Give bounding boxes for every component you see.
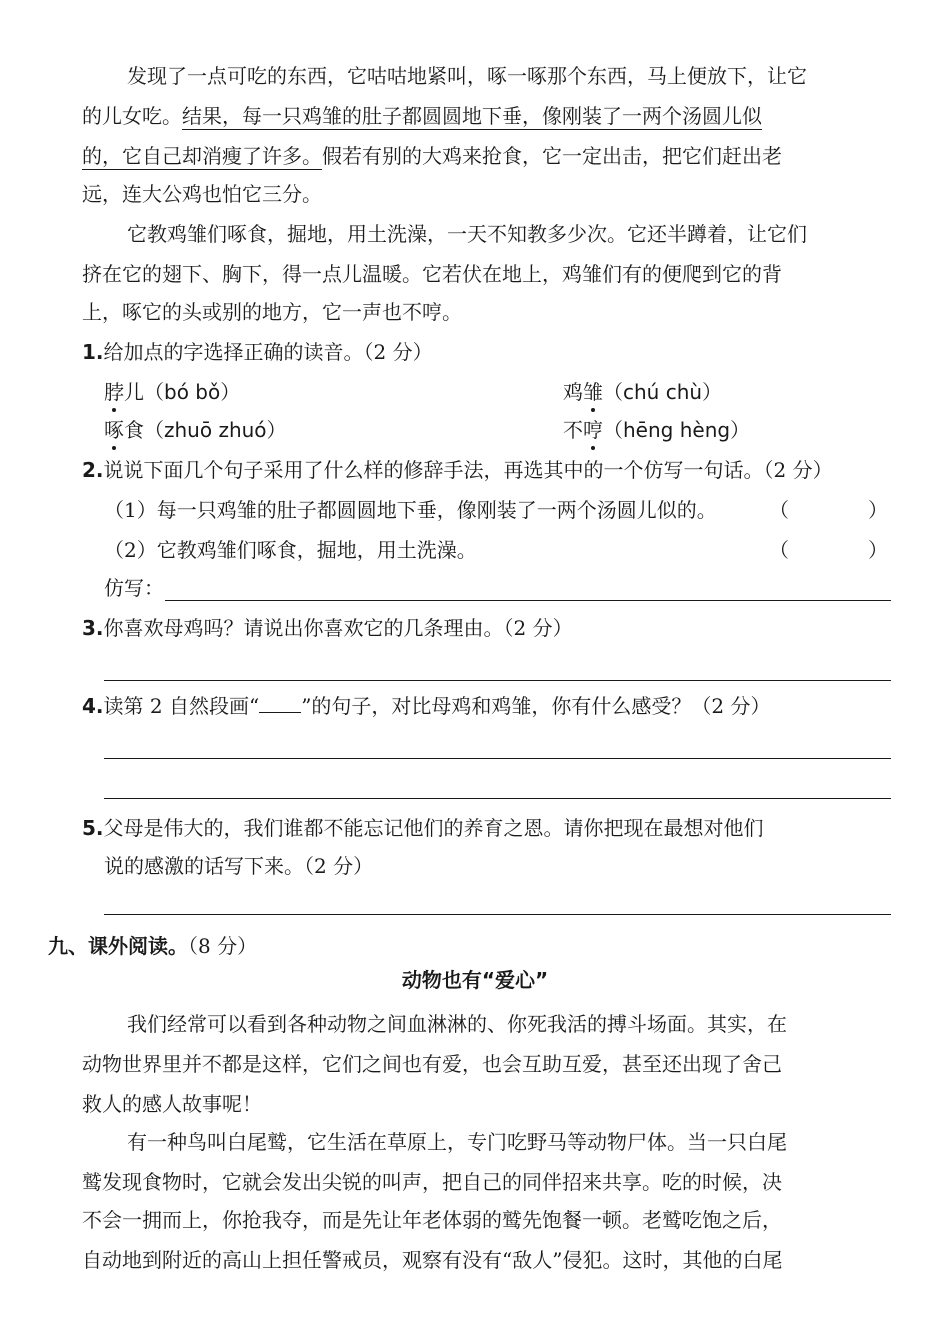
question-number: 1. [82,340,104,364]
passage-line-5: 它教鸡雏们啄食，掘地，用土洗澡，一天不知教多少次。它还半蹲着，让它们 [127,222,807,246]
question-1 [82,338,433,366]
article-line-4: 有一种鸟叫白尾鹫，它生活在草原上，专门吃野马等动物尸体。当一只白尾 [127,1130,787,1154]
pinyin-item-4 [563,416,750,444]
dotted-character: 雏 [583,380,603,404]
question-text: ”的句子，对比母鸡和鸡雏，你有什么感受？（2 分） [301,694,771,718]
underlined-sentence: 的，它自己却消瘦了许多。 [82,144,322,168]
answer-line[interactable] [104,680,891,681]
passage-text: 假若有别的大鸡来抢食，它一定出击，把它们赶出老 [322,144,782,168]
word-prefix: 不 [563,418,583,442]
answer-line[interactable] [165,600,891,601]
article-line-6: 不会一拥而上，你抢我夺，而是先让年老体弱的鹫先饱餐一顿。老鹫吃饱之后， [82,1208,782,1232]
article-line-5: 鹫发现食物时，它就会发出尖锐的叫声，把自己的同伴招来共享。吃的时候，决 [82,1170,782,1194]
passage-text: 的儿女吃。 [82,104,182,128]
article-line-1: 我们经常可以看到各种动物之间血淋淋的、你死我活的搏斗场面。其实，在 [127,1012,787,1036]
question-text: 你喜欢母鸡吗？请说出你喜欢它的几条理由。（2 分） [103,616,573,640]
pinyin-options: （bó bǒ） [144,380,241,404]
dotted-character: 啄 [104,418,124,442]
question-4 [82,692,771,720]
underline-symbol [259,694,301,713]
article-line-7: 自动地到附近的高山上担任警戒员，观察有没有“敌人”侵犯。这时，其他的白尾 [82,1248,783,1272]
word-rest: 儿 [124,380,144,404]
question-5 [82,814,764,842]
question-text: 说说下面几个句子采用了什么样的修辞手法，再选其中的一个仿写一句话。（2 分） [103,458,833,482]
passage-line-3 [82,142,782,170]
article-title: 动物也有“爱心” [401,968,549,992]
pinyin-item-2 [563,378,722,406]
pinyin-options: （chú chù） [603,380,723,404]
passage-line-4: 远，连大公鸡也怕它三分。 [82,182,322,206]
question-2 [82,456,833,484]
section-heading [48,932,257,960]
question-number: 2. [82,458,104,482]
passage-line-6: 挤在它的翅下、胸下，得一点儿温暖。它若伏在地上，鸡雏们有的便爬到它的背 [82,262,782,286]
passage-line-7: 上，啄它的头或别的地方，它一声也不哼。 [82,300,462,324]
passage-line-1: 发现了一点可吃的东西，它咕咕地紧叫，啄一啄那个东西，马上便放下，让它 [127,64,807,88]
passage-line-2 [82,102,762,130]
pinyin-options: （hēng hèng） [603,418,751,442]
sentence-2: （2）它教鸡雏们啄食，掘地，用土洗澡。 [104,538,477,562]
question-number: 5. [82,816,104,840]
answer-line[interactable] [104,914,891,915]
imitate-label: 仿写： [104,576,164,600]
answer-line[interactable] [104,798,891,799]
section-label: 九、课外阅读。 [48,934,188,958]
answer-paren-open: （ [769,538,789,562]
answer-paren-close: ） [868,498,888,522]
dotted-character: 哼 [583,418,603,442]
question-text: 父母是伟大的，我们谁都不能忘记他们的养育之恩。请你把现在最想对他们 [103,816,764,840]
pinyin-item-1 [104,378,240,406]
word-rest: 食 [124,418,144,442]
answer-paren-open: （ [769,498,789,522]
section-score: （8 分） [188,934,258,958]
question-number: 4. [82,694,104,718]
question-text: 给加点的字选择正确的读音。（2 分） [103,340,433,364]
question-3 [82,614,573,642]
answer-paren-close: ） [868,538,888,562]
pinyin-item-3 [104,416,287,444]
underlined-sentence: 结果，每一只鸡雏的肚子都圆圆地下垂，像刚装了一两个汤圆儿似 [182,104,762,128]
sentence-1: （1）每一只鸡雏的肚子都圆圆地下垂，像刚装了一两个汤圆儿似的。 [104,498,717,522]
question-5-line-2: 说的感激的话写下来。（2 分） [104,854,374,878]
question-text: 读第 2 自然段画“ [103,694,260,718]
article-line-3: 救人的感人故事呢！ [82,1092,262,1116]
dotted-character: 脖 [104,380,124,404]
pinyin-options: （zhuō zhuó） [144,418,287,442]
question-number: 3. [82,616,104,640]
word-prefix: 鸡 [563,380,583,404]
answer-line[interactable] [104,758,891,759]
article-line-2: 动物世界里并不都是这样，它们之间也有爱，也会互助互爱，甚至还出现了舍己 [82,1052,782,1076]
